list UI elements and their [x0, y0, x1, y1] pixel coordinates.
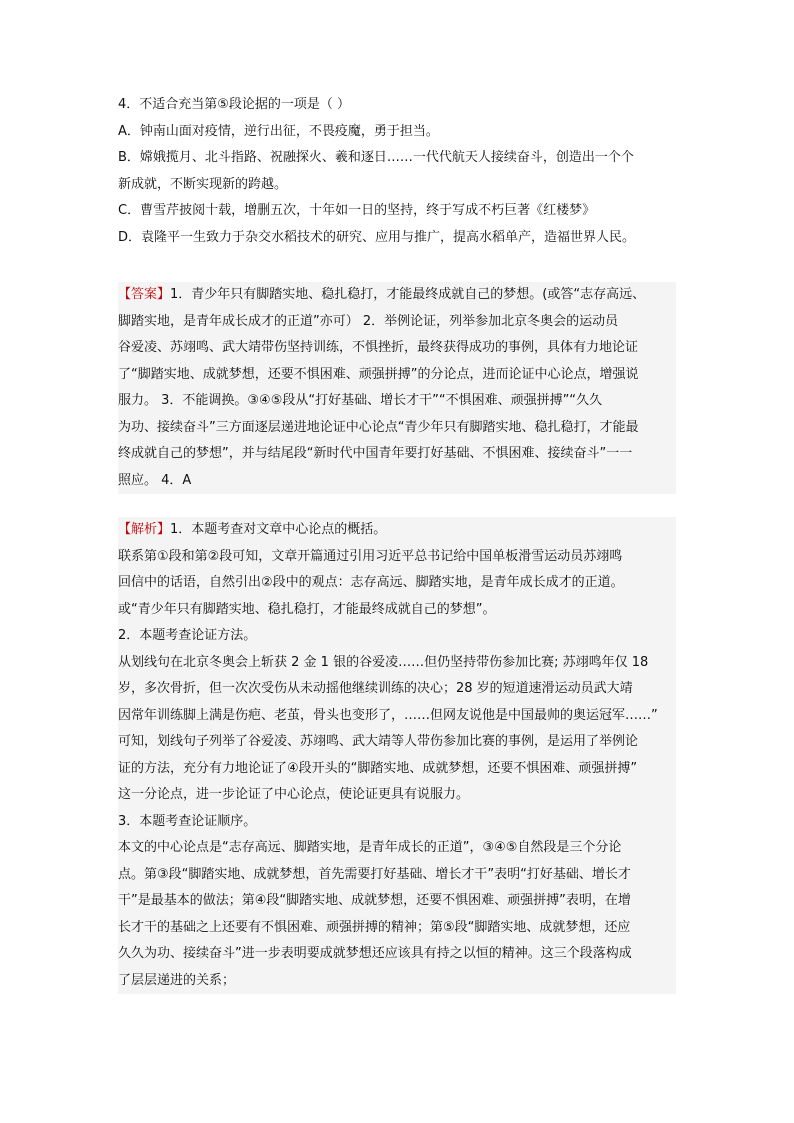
- analysis-line: 联系第①段和第②段可知，文章开篇通过引用习近平总书记给中国单板滑雪运动员苏翊鸣: [118, 548, 623, 564]
- analysis-line: 【解析】1．本题考查对文章中心论点的概括。: [118, 522, 387, 537]
- option-b-cont: 新成就，不断实现新的跨越。: [118, 176, 288, 192]
- answer-line: 了“脚踏实地、成就梦想，还要不惧困难、顽强拼搏”的分论点，进而论证中心论点，增强说: [118, 366, 639, 382]
- answer-line: 照应。 4．A: [118, 472, 192, 488]
- analysis-line: 证的方法，充分有力地论证了④段开头的“脚踏实地、成就梦想，还要不惧困难、顽强拼搏”: [118, 760, 638, 776]
- analysis-line: 了层层递进的关系；: [118, 972, 236, 988]
- answer-label: 【答案】: [118, 287, 171, 302]
- analysis-line: 点。第③段“脚踏实地、成就梦想，首先需要打好基础、增长才干”表明“打好基础、增长才: [118, 866, 631, 882]
- analysis-line: 或“青少年只有脚踏实地、稳扎稳打，才能最终成就自己的梦想”。: [118, 601, 496, 617]
- analysis-line: 本文的中心论点是“志存高远、脚踏实地，是青年成长的正道”，③④⑤自然段是三个分论: [118, 840, 622, 855]
- answer-line: 谷爱凌、苏翊鸣、武大靖带伤坚持训练，不惧挫折，最终获得成功的事例，具体有力地论证: [118, 340, 639, 355]
- option-c: C．曹雪芹披阅十载，增删五次，十年如一日的坚持，终于写成不朽巨著《红楼梦》: [118, 203, 596, 218]
- analysis-line: 岁，多次骨折，但一次次受伤从未动摇他继续训练的决心；28 岁的短道速滑运动员武大靖: [118, 681, 633, 696]
- answer-line: 为功、接续奋斗”三方面逐层递进地论证中心论点“青少年只有脚踏实地、稳扎稳打，才能最: [118, 419, 639, 435]
- option-b: B．嫦娥揽月、北斗指路、祝融探火、羲和逐日……一代代航天人接续奋斗，创造出一个个: [118, 150, 634, 165]
- analysis-line: 可知，划线句子列举了谷爱凌、苏翊鸣、武大靖等人带伤参加比赛的事例，是运用了举例论: [118, 734, 639, 749]
- option-a: A．钟南山面对疫情，逆行出征，不畏疫魔，勇于担当。: [118, 123, 439, 139]
- analysis-line: 干”是最基本的做法；第④段“脚踏实地、成就梦想，还要不惧困难、顽强拼搏”表明，在增: [118, 893, 631, 908]
- analysis-line: 久久为功、接续奋斗”进一步表明要成就梦想还应该具有持之以恒的精神。这三个段落构成: [118, 946, 632, 961]
- analysis-line: 2．本题考查论证方法。: [118, 628, 257, 643]
- question-4: [118, 92, 678, 251]
- analysis-line: 3．本题考查论证顺序。: [118, 813, 257, 829]
- analysis-line: 长才干的基础之上还要有不惧困难、顽强拼搏的精神；第⑤段“脚踏实地、成就梦想，还应: [118, 919, 631, 935]
- answer-block: [118, 282, 676, 494]
- analysis-line: 因常年训练脚上满是伤疤、老茧，骨头也变形了，……但网友说他是中国最帅的奥运冠军……”: [118, 707, 658, 723]
- analysis-block: [118, 517, 676, 994]
- answer-line: 终成就自己的梦想”，并与结尾段“新时代中国青年要打好基础、不惧困难、接续奋斗”一一: [118, 446, 633, 461]
- analysis-line: 回信中的话语，自然引出②段中的观点：志存高远、脚踏实地，是青年成长成才的正道。: [118, 575, 624, 590]
- analysis-line: 从划线句在北京冬奥会上斩获 2 金 1 银的谷爱凌……但仍坚持带伤参加比赛; 苏翊鸣年仅 18: [118, 654, 649, 670]
- analysis-label: 【解析】: [118, 522, 171, 537]
- analysis-line: 这一分论点，进一步论证了中心论点，使论证更具有说服力。: [118, 787, 470, 802]
- answer-line: 脚踏实地，是青年成长成才的正道”亦可） 2．举例论证，列举参加北京冬奥会的运动员: [118, 313, 619, 329]
- answer-line: 服力。 3．不能调换。③④⑤段从“打好基础、增长才干”“不惧困难、顽强拼搏”“久久: [118, 393, 603, 408]
- answer-line: 【答案】1．青少年只有脚踏实地、稳扎稳打，才能最终成就自己的梦想。(或答“志存高远、: [118, 287, 646, 302]
- question-line: 4．不适合充当第⑤段论据的一项是（ ）: [118, 97, 351, 112]
- option-d: D．袁隆平一生致力于杂交水稻技术的研究、应用与推广，提高水稻单产，造福世界人民。: [118, 229, 636, 245]
